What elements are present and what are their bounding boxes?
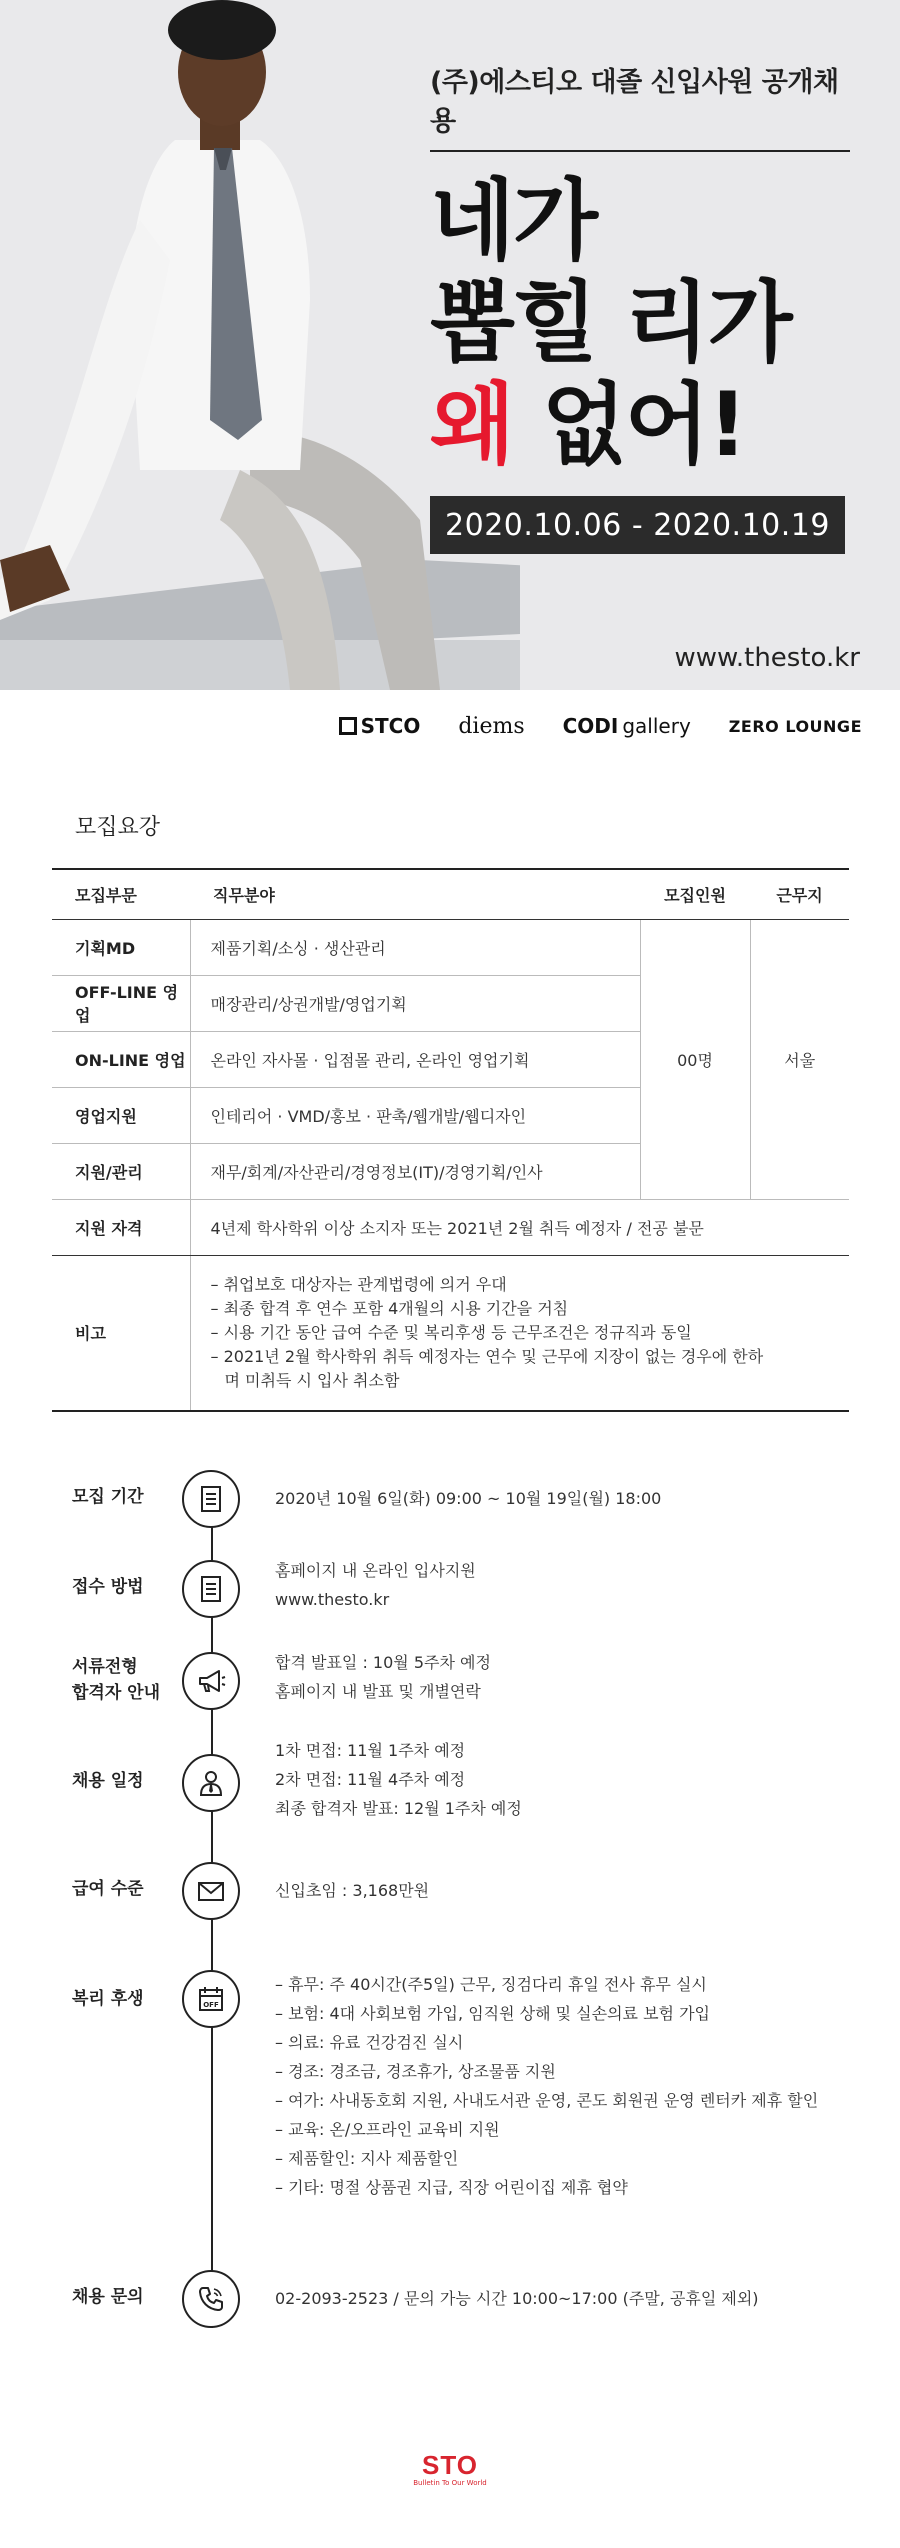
timeline-line-text: 합격 발표일 : 10월 5주차 예정	[275, 1653, 491, 1672]
brand-stco	[339, 714, 421, 738]
recruit-period-badge: 2020.10.06 - 2020.10.19	[430, 496, 845, 554]
timeline-line-text: 최종 합격자 발표: 12월 1주차 예정	[275, 1799, 522, 1818]
brand-logos	[0, 708, 900, 744]
document-icon	[182, 1470, 240, 1528]
svg-text:OFF: OFF	[203, 2001, 219, 2009]
table-header-row	[52, 869, 849, 919]
timeline-body	[275, 1970, 818, 2202]
megaphone-icon	[182, 1652, 240, 1710]
timeline-label: 접수 방법	[72, 1577, 144, 1597]
subtitle-divider	[430, 150, 850, 152]
hero-headline	[430, 170, 850, 476]
list-item: – 최종 합격 후 연수 포함 4개월의 시용 기간을 거침	[210, 1298, 569, 1318]
timeline-body	[275, 1876, 429, 1905]
document-icon	[182, 1560, 240, 1618]
brand-codi-gallery	[563, 714, 691, 738]
headline-line-1: 네가	[430, 169, 597, 272]
timeline-label-line: 합격자 안내	[72, 1683, 161, 1703]
header-dept: 모집부문	[52, 869, 190, 919]
table-row	[52, 919, 849, 975]
timeline-label	[72, 1654, 160, 1706]
list-item: – 시용 기간 동안 급여 수준 및 복리후생 등 근무조건은 정규직과 동일	[210, 1322, 692, 1342]
brand-diems: diems	[458, 713, 525, 739]
timeline-body	[275, 1556, 476, 1614]
headline-line-2: 뽑힐 리가	[430, 271, 791, 374]
timeline-line-text: 신입초임 : 3,168만원	[275, 1881, 430, 1900]
timeline-body	[275, 2284, 759, 2313]
timeline-line-text: 02-2093-2523 / 문의 가능 시간 10:00~17:00 (주말, 공휴일 제외)	[275, 2289, 759, 2308]
row-dept: 기획MD	[52, 919, 190, 975]
row-field: 재무/회계/자산관리/경영정보(IT)/경영기획/인사	[190, 1143, 640, 1199]
timeline-line-text: – 보험: 4대 사회보험 가입, 임직원 상해 및 실손의료 보험 가입	[275, 2004, 711, 2023]
timeline-line-text: – 교육: 온/오프라인 교육비 지원	[275, 2120, 500, 2139]
header-count: 모집인원	[640, 869, 750, 919]
timeline-line-text: 홈페이지 내 발표 및 개별연락	[275, 1682, 481, 1701]
row-field: 온라인 자사몰 · 입점몰 관리, 온라인 영업기획	[190, 1031, 640, 1087]
headline-rest: 없어!	[513, 373, 746, 476]
timeline-line-text: 2020년 10월 6일(화) 09:00 ~ 10월 19일(월) 18:00	[275, 1489, 662, 1508]
section-title: 모집요강	[75, 815, 161, 840]
timeline-line-text: 2차 면접: 11월 4주차 예정	[275, 1770, 466, 1789]
row-dept: 지원/관리	[52, 1143, 190, 1199]
timeline-line-text: – 여가: 사내동호회 지원, 사내도서관 운영, 콘도 회원권 운영 렌터카 제휴 할인	[275, 2091, 819, 2110]
brand-codi-light: gallery	[622, 714, 691, 738]
envelope-icon	[182, 1862, 240, 1920]
timeline-line-text: – 경조: 경조금, 경조휴가, 상조물품 지원	[275, 2062, 556, 2081]
row-field: 매장관리/상권개발/영업기획	[190, 975, 640, 1031]
notes-label: 비고	[52, 1255, 190, 1411]
timeline-label: 모집 기간	[72, 1487, 144, 1507]
phone-icon	[182, 2270, 240, 2328]
row-dept: OFF-LINE 영업	[52, 975, 190, 1031]
row-field: 인테리어 · VMD/홍보 · 판촉/웹개발/웹디자인	[190, 1087, 640, 1143]
row-field: 제품기획/소싱 · 생산관리	[190, 919, 640, 975]
stco-logo-icon	[339, 717, 357, 735]
notes-row	[52, 1255, 849, 1411]
timeline-label: 채용 문의	[72, 2287, 144, 2307]
notes-list	[211, 1273, 850, 1393]
headline-accent: 왜	[430, 373, 514, 476]
timeline-body	[275, 1648, 491, 1706]
website-link[interactable]: www.thesto.kr	[674, 643, 860, 673]
qualification-label: 지원 자격	[52, 1199, 190, 1255]
timeline-line-text: – 휴무: 주 40시간(주5일) 근무, 징검다리 휴일 전사 휴무 실시	[275, 1975, 707, 1994]
sto-logo: STO	[422, 2450, 478, 2480]
timeline-line-text[interactable]: www.thesto.kr	[275, 1590, 390, 1609]
timeline-label: 급여 수준	[72, 1879, 144, 1899]
list-item: – 2021년 2월 학사학위 취득 예정자는 연수 및 근무에 지장이 없는 경우에 한하며 미취득 시 입사 취소함	[210, 1346, 764, 1390]
timeline-label: 채용 일정	[72, 1771, 144, 1791]
recruit-count: 00명	[640, 919, 750, 1199]
timeline-line-text: – 제품할인: 지사 제품할인	[275, 2149, 459, 2168]
qualification-row	[52, 1199, 849, 1255]
timeline-label-line: 서류전형	[72, 1657, 138, 1677]
list-item: – 취업보호 대상자는 관계법령에 의거 우대	[210, 1274, 507, 1294]
sto-tagline: Bulletin To Our World	[413, 2479, 487, 2487]
timeline-line-text: 홈페이지 내 온라인 입사지원	[275, 1561, 476, 1580]
timeline-label: 복리 후생	[72, 1989, 144, 2009]
timeline-body	[275, 1484, 661, 1513]
hero-subtitle: (주)에스티오 대졸 신입사원 공개채용	[430, 67, 839, 137]
hero-banner	[0, 0, 900, 690]
timeline-line-text: 1차 면접: 11월 1주차 예정	[275, 1741, 466, 1760]
requirements-table	[52, 868, 849, 1412]
timeline-line-text: – 기타: 명절 상품권 지급, 직장 어린이집 제휴 협약	[275, 2178, 628, 2197]
headline-line-3	[430, 374, 850, 476]
footer-logo	[0, 2450, 900, 2487]
header-location: 근무지	[750, 869, 849, 919]
work-location: 서울	[750, 919, 849, 1199]
timeline-body	[275, 1736, 522, 1823]
timeline-line-text: – 의료: 유료 건강검진 실시	[275, 2033, 464, 2052]
brand-codi-bold: CODI	[562, 714, 619, 738]
qualification-value: 4년제 학사학위 이상 소지자 또는 2021년 2월 취득 예정자 / 전공 불문	[190, 1199, 849, 1255]
row-dept: 영업지원	[52, 1087, 190, 1143]
calendar-off-icon	[182, 1970, 240, 2028]
brand-zero-lounge: ZERO LOUNGE	[728, 716, 862, 736]
header-field: 직무분야	[190, 869, 640, 919]
row-dept: ON-LINE 영업	[52, 1031, 190, 1087]
brand-stco-text: STCO	[360, 714, 421, 738]
person-icon	[182, 1754, 240, 1812]
notes-cell	[190, 1255, 849, 1411]
hero-text	[430, 60, 850, 554]
